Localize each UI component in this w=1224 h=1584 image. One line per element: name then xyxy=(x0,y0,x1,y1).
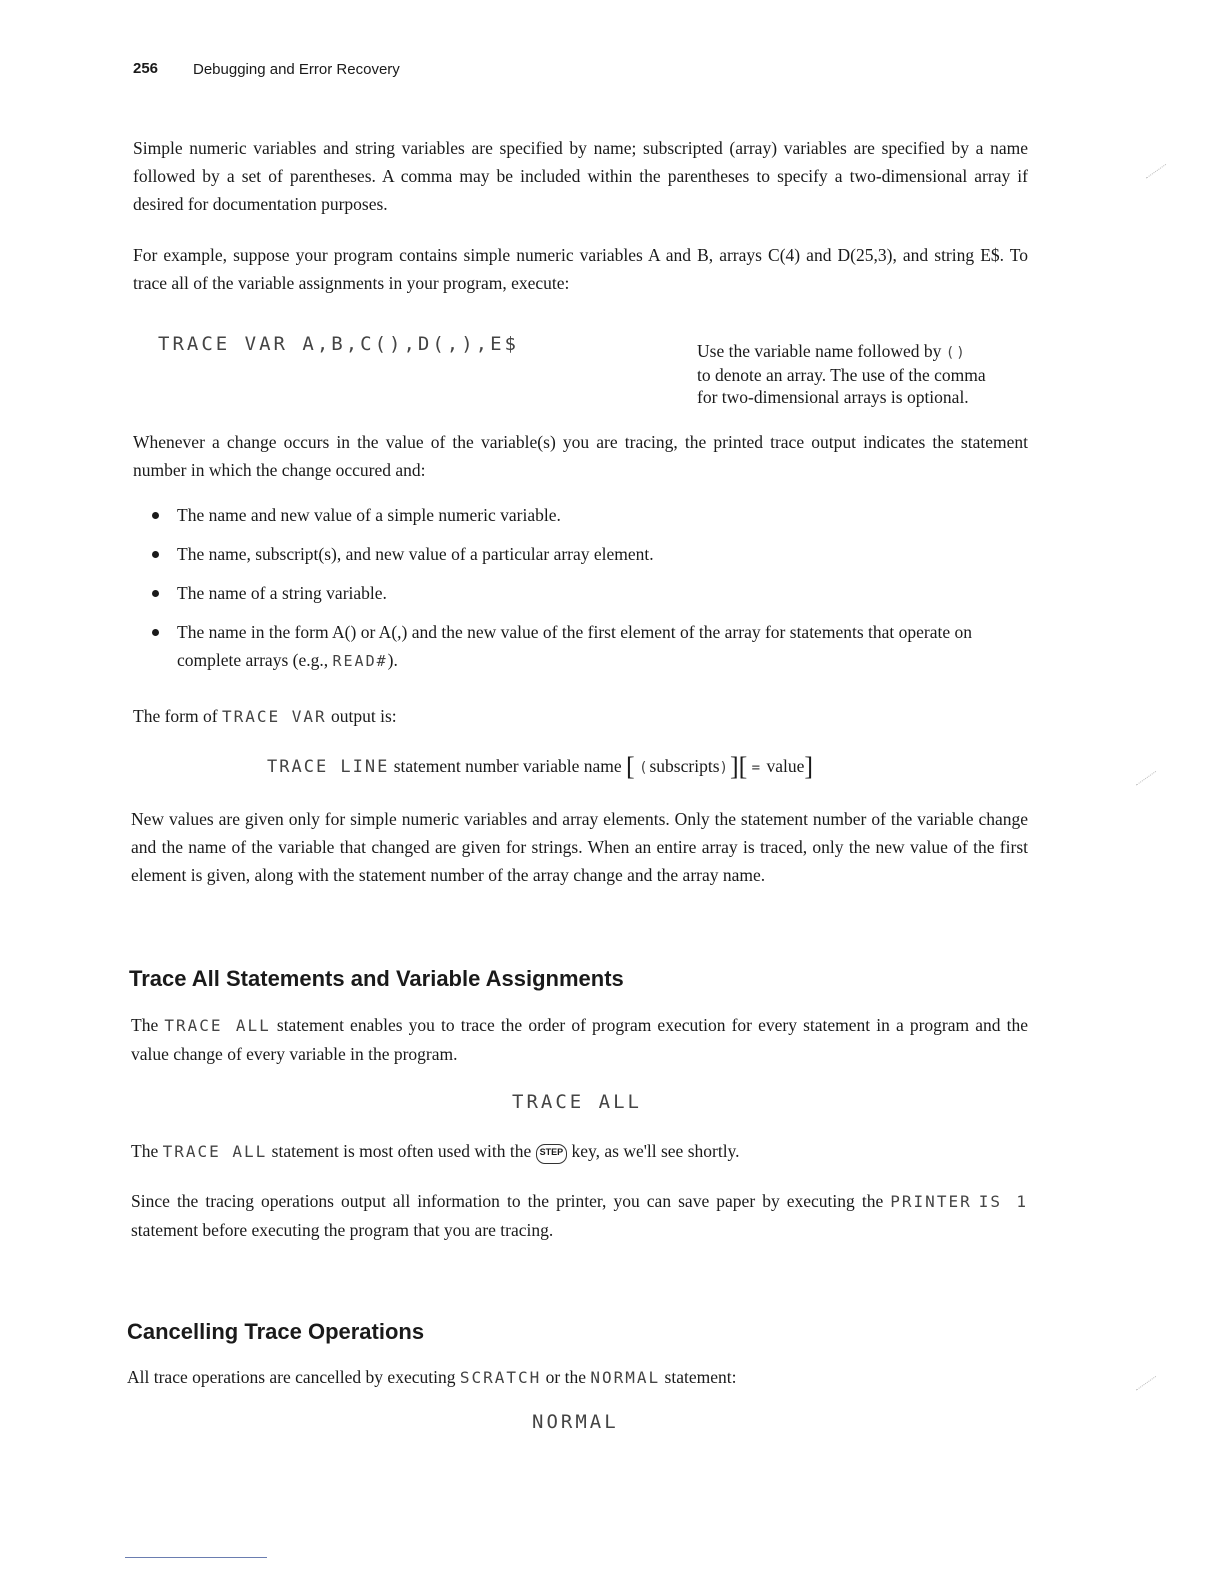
margin-mark xyxy=(1138,152,1166,178)
list-item: The name and new value of a simple numeric variable. xyxy=(133,501,1028,529)
example-note-line-3: for two-dimensional arrays is optional. xyxy=(697,387,969,407)
list-item: The name, subscript(s), and new value of a particular array element. xyxy=(133,540,1028,568)
footer-rule xyxy=(125,1557,267,1558)
list-item: The name of a string variable. xyxy=(133,579,1028,607)
intro-paragraph-1: Simple numeric variables and string variables are specified by name; subscripted (array) variables are specified by a name followed by a set of parentheses. A comma may be included within the parentheses to specify a two-dimensional array if desired for documentation purposes. xyxy=(133,138,1028,214)
bullet-icon xyxy=(152,590,159,597)
margin-mark xyxy=(1128,1364,1156,1390)
trace-line-code: TRACE LINE xyxy=(267,757,390,777)
example-note-line-1: Use the variable name followed by () xyxy=(697,341,967,361)
margin-mark xyxy=(1128,759,1156,785)
example-note-line-2: to denote an array. The use of the comma xyxy=(697,365,986,385)
is-1-code: IS 1 xyxy=(978,1192,1028,1211)
read-code: READ# xyxy=(332,652,388,670)
syntax-line: TRACE LINE statement number variable name [ (subscripts)][ = value] xyxy=(267,752,814,781)
section-heading-cancelling: Cancelling Trace Operations xyxy=(127,1319,425,1344)
bullet-list xyxy=(133,501,1028,686)
scratch-code: SCRATCH xyxy=(459,1368,542,1387)
trace-all-code-inline-2: TRACE ALL xyxy=(162,1142,268,1161)
trace-all-paragraph-1: The TRACE ALL statement enables you to trace the order of program execution for every statement in a program and the value change of every variable in the program. xyxy=(131,1015,1028,1064)
normal-code-inline: NORMAL xyxy=(590,1368,661,1387)
bullet-icon xyxy=(152,512,159,519)
bullet-icon xyxy=(152,629,159,636)
new-values-paragraph: New values are given only for simple numeric variables and array elements. Only the statement number of the variable change and the name of the variable that changed are given for strings. When an entire array is traced, only the new value of the first element is given, along with the statement number of the array change and the array name. xyxy=(131,809,1028,885)
whenever-paragraph: Whenever a change occurs in the value of the variable(s) you are tracing, the printed trace output indicates the statement number in which the change occured and: xyxy=(133,432,1028,480)
list-item: The name in the form A() or A(,) and the new value of the first element of the array for statements that operate on complete arrays (e.g., READ#). xyxy=(133,618,1028,675)
printer-code: PRINTER xyxy=(890,1192,972,1211)
trace-all-code-inline: TRACE ALL xyxy=(164,1016,271,1035)
cancelling-paragraph: All trace operations are cancelled by executing SCRATCH or the NORMAL statement: xyxy=(127,1367,737,1387)
normal-code: NORMAL xyxy=(532,1411,619,1433)
trace-all-paragraph-2: The TRACE ALL statement is most often used with the STEP key, as we'll see shortly. xyxy=(131,1137,1028,1166)
trace-all-code: TRACE ALL xyxy=(512,1091,642,1113)
running-header: Debugging and Error Recovery xyxy=(193,61,400,78)
note-array-code: () xyxy=(945,345,967,361)
trace-var-code: TRACE VAR xyxy=(221,707,327,726)
example-note xyxy=(697,340,1027,408)
section-heading-trace-all: Trace All Statements and Variable Assignments xyxy=(129,966,624,991)
example-code: TRACE VAR A,B,C(),D(,),E$ xyxy=(158,333,519,355)
trace-all-paragraph-3: Since the tracing operations output all information to the printer, you can save paper by executing the PRINTER IS 1 statement before executing the program that you are tracing. xyxy=(131,1191,1028,1240)
bullet-icon xyxy=(152,551,159,558)
step-key-icon: STEP xyxy=(536,1144,568,1164)
intro-paragraph-2: For example, suppose your program contains simple numeric variables A and B, arrays C(4) and D(25,3), and string E$. To trace all of the variable assignments in your program, execute: xyxy=(133,245,1028,293)
form-paragraph: The form of TRACE VAR output is: xyxy=(133,706,397,726)
page-number: 256 xyxy=(133,60,159,77)
